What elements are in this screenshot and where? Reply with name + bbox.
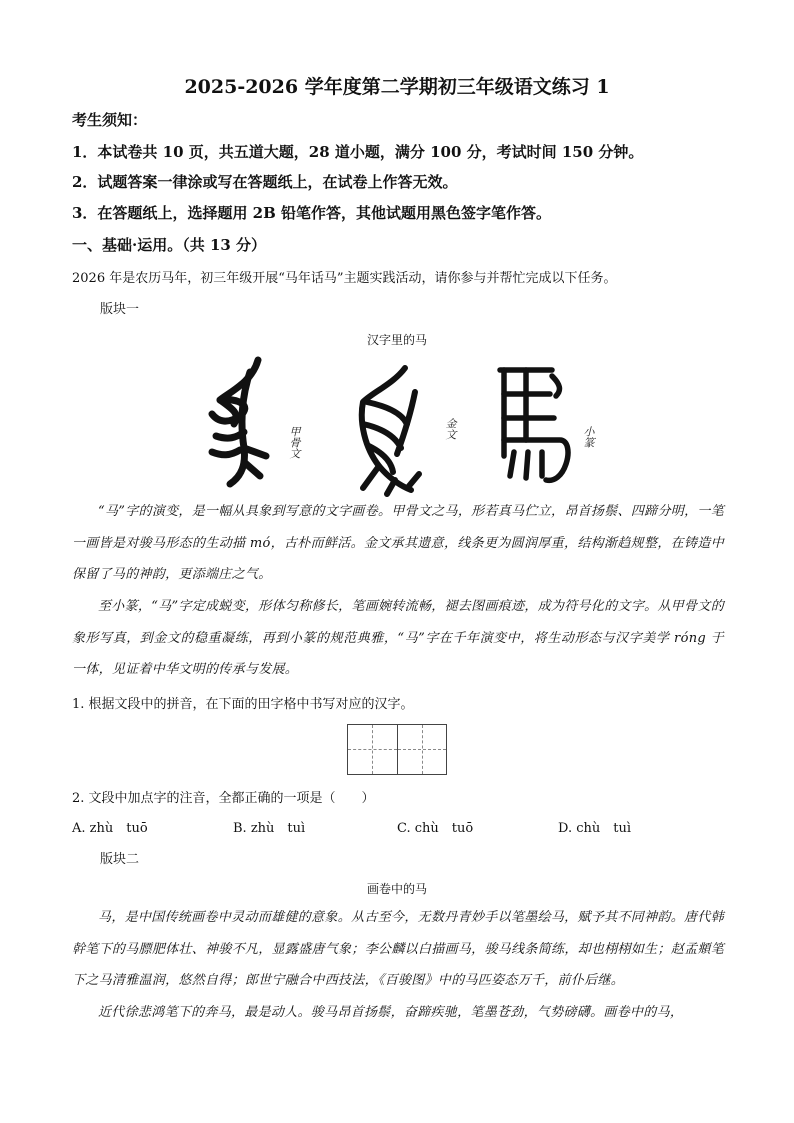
figure1-title: 汉字里的马 [366, 333, 427, 347]
block1-paragraph-1: “马”字的演变，是一幅从具象到写意的文字画卷。甲骨文之马，形若真马伫立，昂首扬鬃、四蹄分明，一笔一画皆是对骏马形态的生动描 mó，古朴而鲜活。金文承其遗意，线条更为圆润厚重，结构渐趋规整，在铸造中保留了马的神韵，更添端庄之气。 [72, 504, 724, 582]
section-heading: 一、基础·运用。（共 13 分） [72, 236, 267, 254]
caption-jiaguwen: 甲骨文 [288, 426, 301, 459]
option-a[interactable]: A. zhù tuō [72, 821, 148, 836]
block1-label: 版块一 [100, 302, 140, 317]
block2-paragraph-1: 马，是中国传统画卷中灵动而雄健的意象。从古至今，无数丹青妙手以笔墨绘马，赋予其不同神韵。唐代韩幹笔下的马膘肥体壮、神骏不凡，显露盛唐气象；李公麟以白描画马，骏马线条简练，却也栩栩如生；赵孟頫笔下之马清雅温润，悠然自得；郎世宁融合中西技法，《百骏图》中的马匹姿态万千，前仆后继。 [72, 910, 724, 988]
caption-jinwen: 金文 [444, 418, 457, 440]
caption-xiaozhuan: 小篆 [582, 426, 595, 448]
option-b[interactable]: B. zhù tuì [233, 821, 306, 836]
bronze-horse-glyph [345, 362, 430, 497]
question-2: 2. 文段中加点字的注音，全都正确的一项是（ ） [72, 791, 375, 806]
oracle-bone-horse-glyph [200, 352, 280, 492]
small-seal-horse-glyph [490, 360, 580, 490]
figure2-title: 画卷中的马 [366, 882, 427, 896]
notice-item-3: 3．在答题纸上，选择题用 2B 铅笔作答，其他试题用黑色签字笔作答。 [72, 204, 551, 222]
tianzige-grid[interactable] [347, 724, 447, 775]
option-c[interactable]: C. chù tuō [397, 821, 474, 836]
notice-item-1: 1．本试卷共 10 页，共五道大题，28 道小题，满分 100 分，考试时间 150 分钟。 [72, 143, 644, 161]
tianzige-cell[interactable] [397, 725, 446, 774]
question-1: 1. 根据文段中的拼音，在下面的田字格中书写对应的汉字。 [72, 697, 414, 712]
tianzige-cell[interactable] [348, 725, 397, 774]
block2-paragraph-2: 近代徐悲鸿笔下的奔马，最是动人。骏马昂首扬鬃，奋蹄疾驰，笔墨苍劲，气势磅礴。画卷中的马， [98, 1005, 684, 1020]
block1-paragraph-2: 至小篆，“马”字定成蜕变，形体匀称修长，笔画婉转流畅，褪去图画痕迹，成为符号化的文字。从甲骨文的象形写真，到金文的稳重凝练，再到小篆的规范典雅，“马”字在千年演变中，将生动形态与汉字美学 róng 于一体，见证着中华文明的传承与发展。 [72, 599, 724, 677]
notice-item-2: 2．试题答案一律涂或写在答题纸上，在试卷上作答无效。 [72, 173, 458, 191]
section-intro: 2026 年是农历马年，初三年级开展“马年话马”主题实践活动，请你参与并帮忙完成以下任务。 [72, 271, 617, 286]
page-title: 2025-2026 学年度第二学期初三年级语文练习 1 [184, 76, 610, 98]
notice-heading: 考生须知： [72, 111, 148, 129]
option-d[interactable]: D. chù tuì [558, 821, 632, 836]
block2-label: 版块二 [100, 852, 140, 867]
